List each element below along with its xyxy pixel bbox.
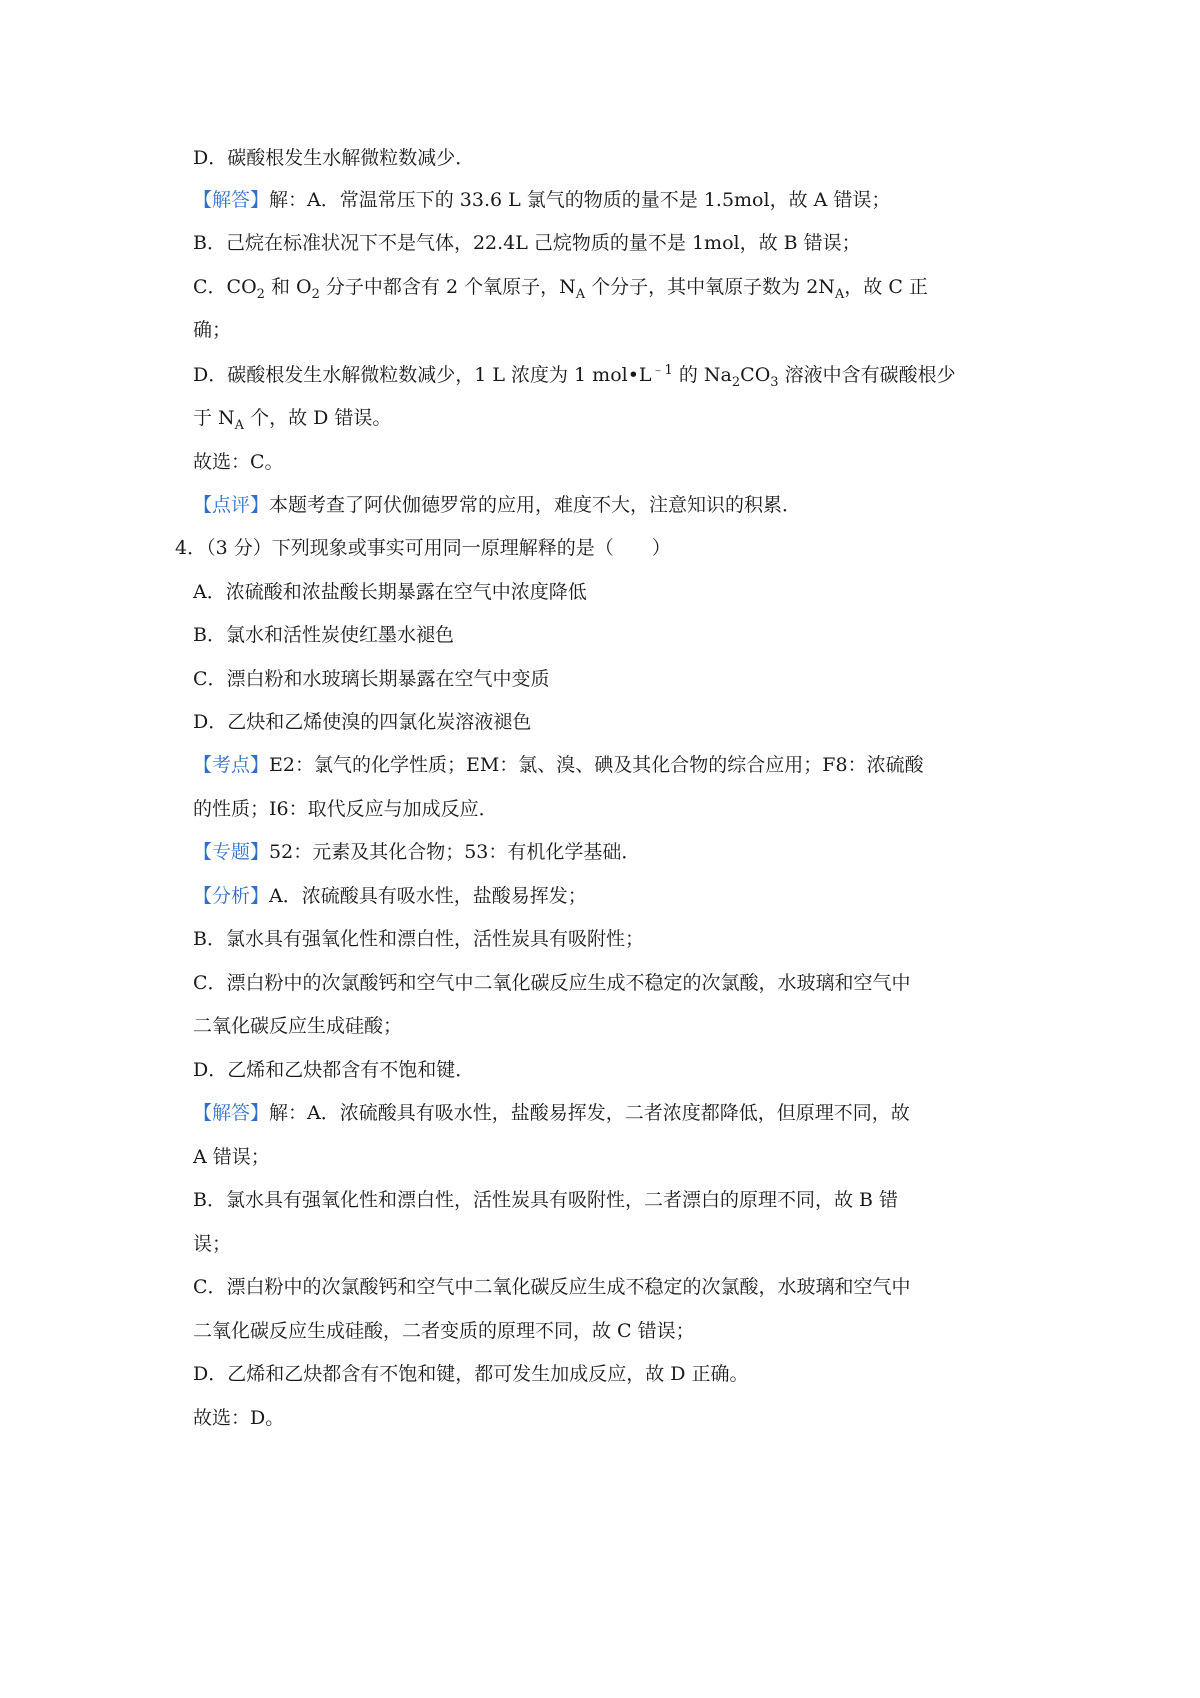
q4-stem: 4．（3 分）下列现象或事实可用同一原理解释的是（ ） <box>175 537 671 559</box>
text-run: 个分子，其中氧原子数为 2N <box>585 276 835 298</box>
subscript: A <box>234 418 245 433</box>
q4-kaodian-line1 <box>193 752 924 778</box>
subscript: 2 <box>256 287 265 302</box>
q4-jieda-d: D．乙烯和乙炔都含有不饱和键，都可发生加成反应，故 D 正确。 <box>193 1363 749 1385</box>
text-run: 个，故 D 错误。 <box>244 407 392 429</box>
superscript: ﹣1 <box>651 363 673 378</box>
text-run: 的 Na <box>672 364 732 386</box>
subscript: 2 <box>311 287 320 302</box>
q4-jieda-b2: 误； <box>193 1233 232 1255</box>
comment-text: 本题考查了阿伏伽德罗常的应用，难度不大，注意知识的积累． <box>269 494 802 516</box>
subscript: 3 <box>770 375 779 390</box>
q4-jieda-b1: B．氯水具有强氧化性和漂白性，活性炭具有吸附性，二者漂白的原理不同，故 B 错 <box>193 1189 899 1211</box>
zhuanti-tag: 【专题】 <box>193 841 270 863</box>
q3-option-d: D．碳酸根发生水解微粒数减少． <box>193 147 475 169</box>
q4-fenxi-b: B．氯水具有强氧化性和漂白性，活性炭具有吸附性； <box>193 928 644 950</box>
answer-tag: 【解答】 <box>193 189 270 211</box>
subscript: 2 <box>731 375 741 390</box>
q4-jieda-a2: A 错误； <box>193 1146 270 1168</box>
text-run: ，故 C 正 <box>844 276 928 298</box>
jieda-tag: 【解答】 <box>193 1102 270 1124</box>
answer-text: 解：A．常温常压下的 33.6 L 氯气的物质的量不是 1.5mol，故 A 错误； <box>269 189 891 211</box>
text-run: 分子中都含有 2 个氧原子，N <box>319 276 576 298</box>
q3-answer-line-b: B．己烷在标准状况下不是气体，22.4L 己烷物质的量不是 1mol，故 B 错误； <box>193 232 861 254</box>
q3-answer-line-c-cont: 确； <box>193 319 232 341</box>
fenxi-tag: 【分析】 <box>193 885 270 907</box>
q3-answer-line-d-cont <box>193 405 391 431</box>
q3-answer-line-d <box>193 362 956 388</box>
q4-fenxi-c1: C．漂白粉中的次氯酸钙和空气中二氧化碳反应生成不稳定的次氯酸，水玻璃和空气中 <box>193 972 911 994</box>
text-run: 和 O <box>264 276 312 298</box>
q3-choice: 故选：C。 <box>193 451 284 473</box>
q3-answer-line-a <box>193 187 890 213</box>
q4-kaodian-line2: 的性质；I6：取代反应与加成反应． <box>193 798 498 820</box>
jieda-text: 解：A．浓硫酸具有吸水性，盐酸易挥发，二者浓度都降低，但原理不同，故 <box>269 1102 910 1124</box>
q4-jieda-c1: C．漂白粉中的次氯酸钙和空气中二氧化碳反应生成不稳定的次氯酸，水玻璃和空气中 <box>193 1276 911 1298</box>
q4-option-b: B．氯水和活性炭使红墨水褪色 <box>193 624 454 646</box>
q3-answer-line-c <box>193 274 928 300</box>
q3-comment <box>193 492 801 518</box>
q4-jieda-a1 <box>193 1100 910 1126</box>
q4-fenxi-d: D．乙烯和乙炔都含有不饱和键． <box>193 1059 475 1081</box>
comment-tag: 【点评】 <box>193 494 270 516</box>
subscript: A <box>575 287 586 302</box>
q4-option-a: A．浓硫酸和浓盐酸长期暴露在空气中浓度降低 <box>193 581 587 603</box>
q4-option-c: C．漂白粉和水玻璃长期暴露在空气中变质 <box>193 668 550 690</box>
kaodian-tag: 【考点】 <box>193 754 270 776</box>
text-run: CO <box>740 364 771 386</box>
subscript: A <box>834 287 845 302</box>
q4-option-d: D．乙炔和乙烯使溴的四氯化炭溶液褪色 <box>193 711 532 733</box>
text-run: D．碳酸根发生水解微粒数减少，1 L 浓度为 1 mol•L <box>193 364 652 386</box>
kaodian-text: E2：氯气的化学性质；EM：氯、溴、碘及其化合物的综合应用；F8：浓硫酸 <box>269 754 924 776</box>
text-run: 溶液中含有碳酸根少 <box>778 364 956 386</box>
q4-fenxi-a <box>193 883 587 909</box>
text-run: C．CO <box>193 276 257 298</box>
zhuanti-text: 52：元素及其化合物；53：有机化学基础． <box>269 841 641 863</box>
q4-zhuanti <box>193 839 640 865</box>
q4-fenxi-c2: 二氧化碳反应生成硅酸； <box>193 1015 403 1037</box>
text-run: 于 N <box>193 407 235 429</box>
q4-jieda-c2: 二氧化碳反应生成硅酸，二者变质的原理不同，故 C 错误； <box>193 1320 695 1342</box>
fenxi-text: A．浓硫酸具有吸水性，盐酸易挥发； <box>269 885 587 907</box>
q4-choice: 故选：D。 <box>193 1407 285 1429</box>
